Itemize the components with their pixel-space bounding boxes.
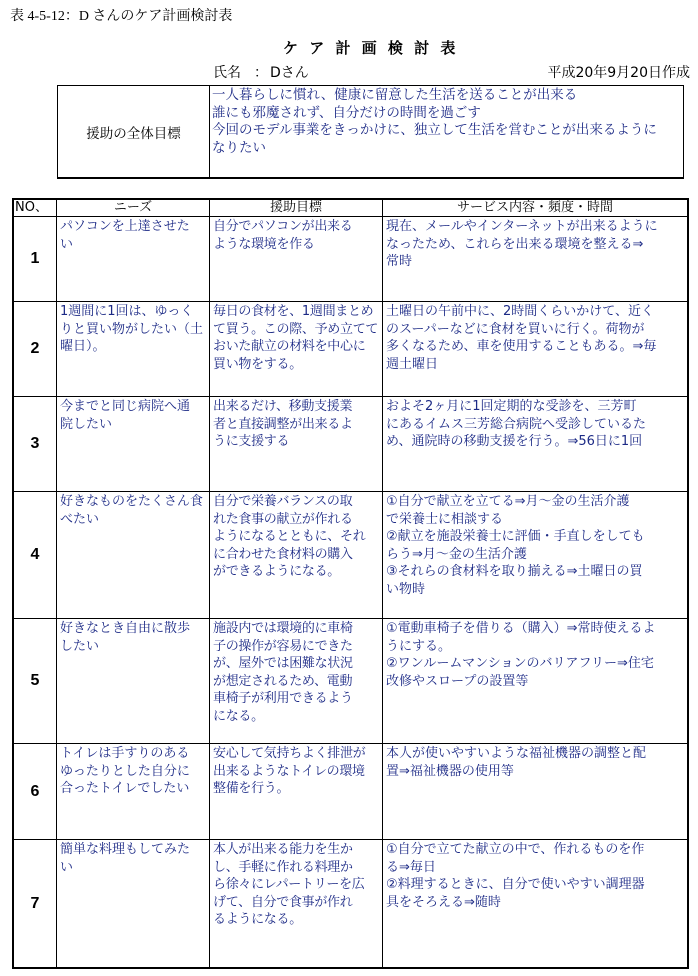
goal-text: 自分で栄養バランスの取 れた食事の献立が作れる ようになるとともに、それ に合わせた食材料の購入 ができるようになる。 <box>213 494 366 579</box>
goal-cell <box>210 217 382 301</box>
service-text: 現在、メールやインターネットが出来るように なったため、これらを出来る環境を整える⇒ 常時 <box>386 219 658 269</box>
row-number <box>14 619 56 743</box>
needs-cell <box>57 744 209 839</box>
row-number-text: 7 <box>30 894 40 912</box>
overall-goal-box <box>57 85 684 179</box>
needs-cell <box>57 302 209 396</box>
client-name: Dさん <box>270 65 309 81</box>
header-needs: ニーズ <box>57 200 209 216</box>
goal-text: 施設内では環境的に車椅 子の操作が容易にできた が、屋外では困難な状況 が想定されるため、電動 車椅子が利用できるよう になる。 <box>213 621 353 724</box>
header-no: NO、 <box>14 200 56 216</box>
service-cell <box>383 492 687 618</box>
care-plan-table <box>12 198 689 969</box>
needs-cell <box>57 619 209 743</box>
row-number-text: 6 <box>30 782 40 800</box>
row-number <box>14 302 56 396</box>
row-number-text: 3 <box>30 435 40 452</box>
goal-text: 本人が出来る能力を生か し、手軽に作れる料理か ら徐々にレパートリーを広 げて、自分で食事が作れ るようになる。 <box>213 842 365 927</box>
overall-goal-label: 援助の全体目標 <box>86 125 181 142</box>
service-cell <box>383 397 687 491</box>
goal-cell <box>210 840 382 967</box>
row-number <box>14 217 56 301</box>
goal-cell <box>210 619 382 743</box>
row-number-text: 5 <box>30 672 40 689</box>
needs-cell <box>57 397 209 491</box>
service-text: 土曜日の午前中に、2時間くらいかけて、近く のスーパーなどに食材を買いに行く。荷物が 多くなるため、車を使用することもある。⇒毎 週土曜日 <box>386 304 657 372</box>
row-number-text: 2 <box>30 340 40 357</box>
needs-text: トイレは手すりのある ゆったりとした自分に 合ったトイレでしたい <box>60 746 190 796</box>
overall-goal-label-cell <box>58 86 209 177</box>
header-goal: 援助目標 <box>210 200 382 216</box>
row-number <box>14 397 56 491</box>
overall-goal-text: 一人暮らしに慣れ、健康に留意した生活を送ることが出来る 誰にも邪魔されず、自分だけの時間を過ごす 今回のモデル事業をきっかけに、独立して生活を営むことが出来るように なりたい <box>212 87 657 156</box>
needs-text: 好きなものをたくさん食 べたい <box>60 494 204 527</box>
needs-text: パソコンを上達させた い <box>60 219 190 252</box>
needs-cell <box>57 492 209 618</box>
overall-goal-text-cell <box>210 86 683 177</box>
service-text: ①自分で献立を立てる⇒月～金の生活介護 で栄養士に相談する ②献立を施設栄養士に評価・手直しをしても らう⇒月～金の生活介護 ③それらの食材料を取り揃える⇒土曜日の買 い物時 <box>386 494 645 597</box>
client-name-label: 氏名 <box>213 65 241 81</box>
needs-text: 今までと同じ病院へ通 院したい <box>60 399 191 432</box>
row-number <box>14 492 56 618</box>
table-caption: 表 4-5-12：D さんのケア計画検討表 <box>10 9 233 24</box>
service-cell <box>383 217 687 301</box>
goal-text: 毎日の食材を、1週間まとめ て買う。この際、予め立てて おいた献立の材料を中心に 買い物をする。 <box>213 304 379 372</box>
service-text: ①自分で立てた献立の中で、作れるものを作 る⇒毎日 ②料理するときに、自分で使いやすい調理器 具をそろえる⇒随時 <box>386 842 645 910</box>
goal-text: 自分でパソコンが出来る ような環境を作る <box>213 219 353 252</box>
goal-cell <box>210 492 382 618</box>
service-cell <box>383 302 687 396</box>
page-title: ケ ア 計 画 検 討 表 <box>283 39 459 57</box>
goal-cell <box>210 744 382 839</box>
service-text: およそ2ヶ月に1回定期的な受診を、三芳町 にあるイムス三芳総合病院へ受診しているた め、通院時の移動支援を行う。⇒56日に1回 <box>386 399 647 449</box>
row-number-text: 4 <box>30 546 40 563</box>
service-text: 本人が使いやすいような福祉機器の調整と配 置⇒福祉機器の使用等 <box>386 746 647 779</box>
goal-cell <box>210 397 382 491</box>
needs-cell <box>57 217 209 301</box>
client-name-separator: ： <box>254 65 268 81</box>
row-number-text: 1 <box>30 250 40 267</box>
service-text: ①電動車椅子を借りる（購入）⇒常時使えるよ うにする。 ②ワンルームマンションのバリアフリー⇒住宅 改修やスロープの設置等 <box>386 621 656 689</box>
service-cell <box>383 619 687 743</box>
service-cell <box>383 840 687 967</box>
needs-text: 好きなとき自由に散歩 したい <box>60 621 191 654</box>
goal-cell <box>210 302 382 396</box>
created-date: 平成20年9月20日作成 <box>547 65 690 81</box>
service-cell <box>383 744 687 839</box>
needs-text: 簡単な料理もしてみた い <box>60 842 191 875</box>
row-number <box>14 744 56 839</box>
goal-text: 安心して気持ちよく排泄が 出来るようなトイレの環境 整備を行う。 <box>213 746 366 796</box>
needs-text: 1週間に1回は、ゆっく りと買い物がしたい（土 曜日）。 <box>60 304 204 354</box>
needs-cell <box>57 840 209 967</box>
row-number <box>14 840 56 967</box>
header-service: サービス内容・頻度・時間 <box>383 200 687 216</box>
goal-text: 出来るだけ、移動支援業 者と直接調整が出来るよ うに支援する <box>213 399 353 449</box>
